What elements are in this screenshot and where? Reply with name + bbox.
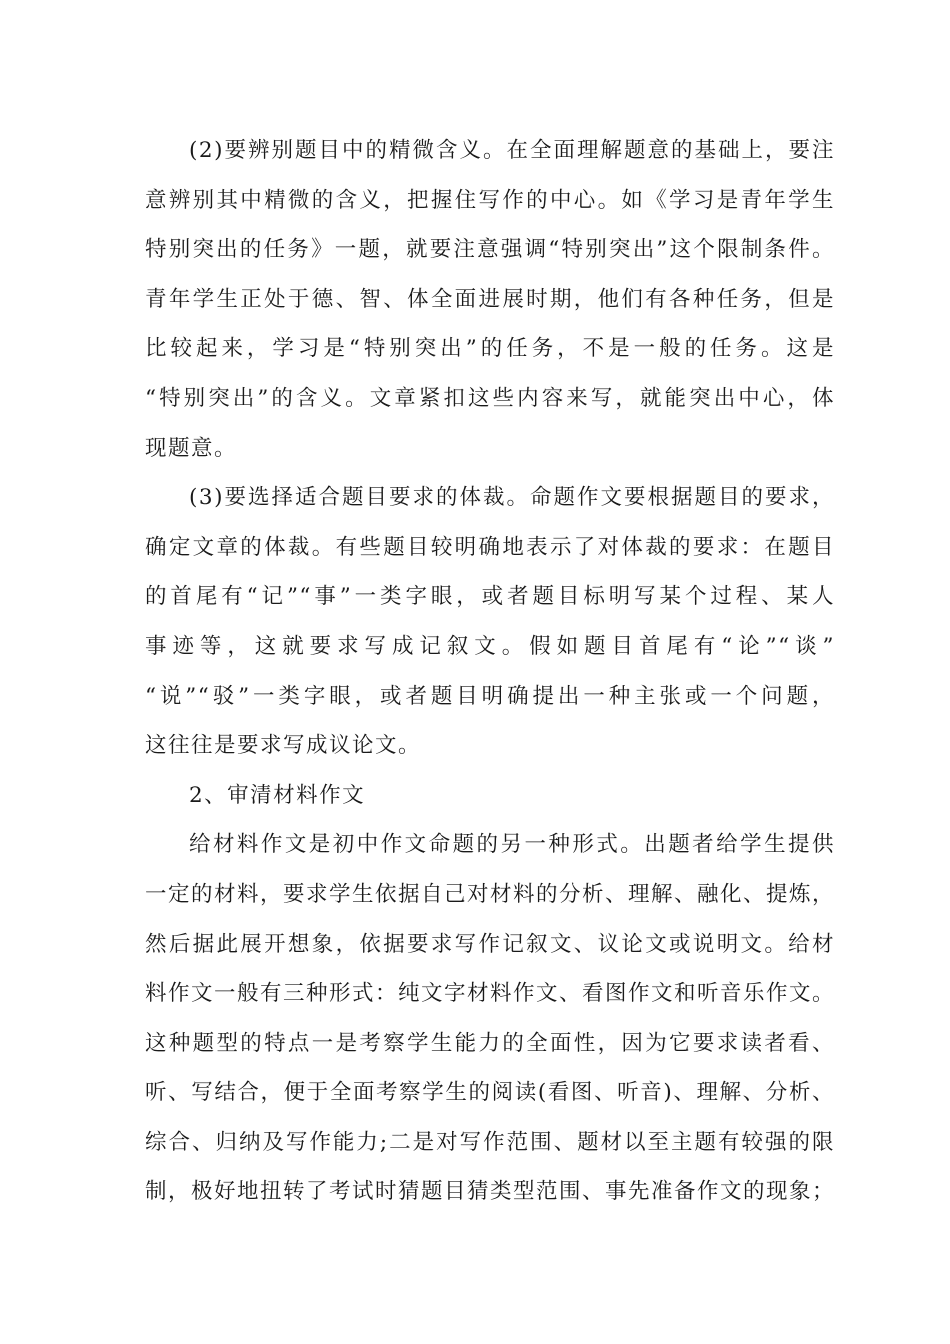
paragraph-2-line-2: 确定文章的体裁。有些题目较明确地表示了对体裁的要求：在题目 (145, 534, 835, 560)
paragraph-1-line-4: 青年学生正处于德、智、体全面进展时期，他们有各种任务，但是 (145, 286, 835, 312)
paragraph-1-line-1: (2)要辨别题目中的精微含义。在全面理解题意的基础上，要注 (189, 138, 835, 163)
paragraph-3-line-1: 给材料作文是初中作文命题的另一种形式。出题者给学生提供 (189, 832, 835, 858)
paragraph-2-line-5: “说”“驳”一类字眼，或者题目明确提出一种主张或一个问题， (145, 683, 835, 709)
paragraph-3-line-6: 听、写结合，便于全面考察学生的阅读(看图、听音)、理解、分析、 (145, 1080, 835, 1106)
paragraph-3-line-8: 制，极好地扭转了考试时猜题目猜类型范围、事先准备作文的现象； (145, 1179, 836, 1205)
paragraph-1-line-3: 特别突出的任务》一题，就要注意强调“特别突出”这个限制条件。 (145, 237, 835, 263)
paragraph-3-line-5: 这种题型的特点一是考察学生能力的全面性，因为它要求读者看、 (145, 1030, 835, 1056)
paragraph-2-line-6: 这往往是要求写成议论文。 (145, 733, 422, 759)
paragraph-2-line-4: 事迹等，这就要求写成记叙文。假如题目首尾有“论”“谈” (145, 633, 835, 659)
paragraph-3-line-7: 综合、归纳及写作能力;二是对写作范围、题材以至主题有较强的限 (145, 1129, 835, 1155)
paragraph-2-line-3: 的首尾有“记”“事”一类字眼，或者题目标明写某个过程、某人 (145, 584, 835, 610)
paragraph-1-line-6: “特别突出”的含义。文章紧扣这些内容来写，就能突出中心，体 (145, 385, 835, 411)
paragraph-1-line-5: 比较起来，学习是“特别突出”的任务，不是一般的任务。这是 (145, 336, 835, 362)
paragraph-2-line-1: (3)要选择适合题目要求的体裁。命题作文要根据题目的要求， (189, 485, 835, 511)
document-body (145, 126, 835, 1217)
paragraph-1-line-7: 现题意。 (145, 435, 238, 461)
paragraph-3-line-3: 然后据此展开想象，依据要求写作记叙文、议论文或说明文。给材 (145, 931, 835, 957)
paragraph-3-line-2: 一定的材料，要求学生依据自己对材料的分析、理解、融化、提炼， (145, 881, 836, 907)
paragraph-3-line-4: 料作文一般有三种形式：纯文字材料作文、看图作文和听音乐作文。 (145, 981, 836, 1007)
paragraph-1-line-2: 意辨别其中精微的含义，把握住写作的中心。如《学习是青年学生 (145, 187, 835, 213)
section-heading: 2、审清材料作文 (189, 782, 366, 808)
